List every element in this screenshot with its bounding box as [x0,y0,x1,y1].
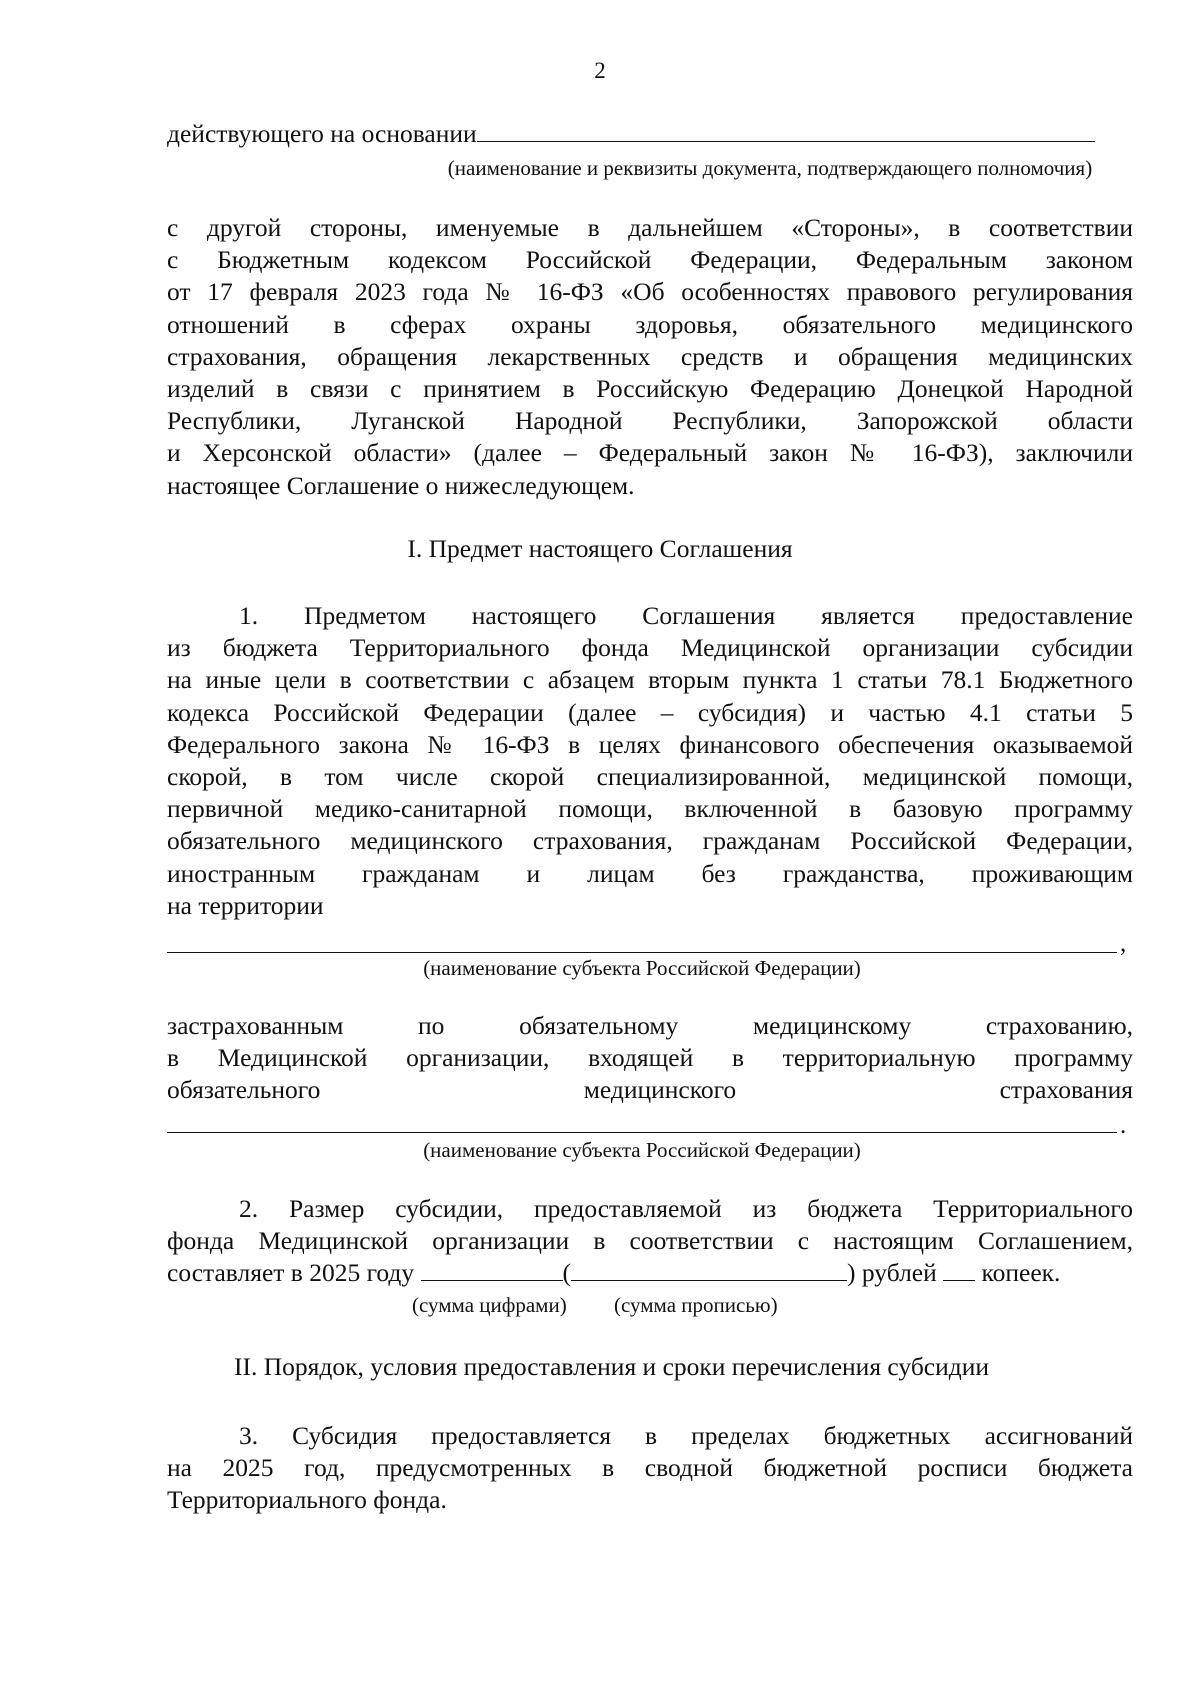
paragraph-1-continued [167,1010,1133,1107]
subject-blank-line-2 [167,1132,1117,1133]
p1-line: иностранным гражданам и лицам без гражданства, проживающим [167,858,1133,888]
p1-line: Федерального закона № 16-ФЗ в целях финансового обеспечения оказываемой [167,729,1133,759]
intro-line [167,118,1133,150]
intro-text: действующего на основании [167,119,477,148]
sum-digits-blank [421,1258,563,1281]
main-line: настоящее Соглашение о нижеследующем. [167,470,635,500]
intro-caption: (наименование и реквизиты документа, подтверждающего полномочия) [447,156,1093,180]
section-1-heading: I. Предмет настоящего Соглашения [407,534,793,563]
p1-line: первичной медико-санитарной помощи, включенной в базовую программу [167,794,1133,824]
p2-last-d: копеек. [981,1258,1061,1288]
p1-line: на иные цели в соответствии с абзацем вторым пункта 1 статьи 78.1 Бюджетного [167,665,1133,695]
section-2-heading: II. Порядок, условия предоставления и сроки перечисления субсидии [234,1352,990,1381]
p1-line: из бюджета Территориального фонда Медицинской организации субсидии [167,633,1133,663]
intro-blank-line [477,119,1095,142]
subject-blank-line-1 [167,952,1117,953]
p2-line: 2. Размер субсидии, предоставляемой из бюджета Территориального [239,1194,1133,1223]
paragraph-2 [167,1193,1133,1290]
p3-line: 3. Субсидия предоставляется в пределах бюджетных ассигнований [239,1421,1133,1450]
p2-line: фонда Медицинской организации в соответствии с настоящим Соглашением, [167,1226,1133,1256]
main-line: изделий в связи с принятием в Российскую Федерацию Донецкой Народной [167,374,1133,404]
main-paragraph [167,212,1133,502]
subject-caption-2: (наименование субъекта Российской Федерации) [423,1138,861,1162]
period-mark: . [1120,1112,1127,1139]
p2-last-line [167,1257,1133,1289]
p1-line: скорой, в том числе скорой специализированной, медицинской помощи, [167,762,1133,792]
p1c-line: в Медицинской организации, входящей в территориальную программу [167,1043,1133,1073]
kopecks-blank [943,1258,975,1281]
subject-caption-1: (наименование субъекта Российской Федерации) [423,956,861,980]
main-line: с другой стороны, именуемые в дальнейшем «Стороны», в соответствии [167,213,1133,242]
p2-last-a: составляет в 2025 году [167,1258,415,1288]
paragraph-3 [167,1420,1133,1517]
p2-last-c: ) рублей [847,1258,937,1288]
p3-line: Территориального фонда. [167,1485,447,1515]
p3-line: на 2025 год, предусмотренных в сводной бюджетной росписи бюджета [167,1453,1133,1483]
p1-line: обязательного медицинского страхования, гражданам Российской Федерации, [167,826,1133,856]
p1c-line: обязательного медицинского страхования [167,1075,1133,1105]
paragraph-1 [167,600,1133,922]
main-line: от 17 февраля 2023 года № 16-ФЗ «Об особенностях правового регулирования [167,277,1133,307]
main-line: Республики, Луганской Народной Республики, Запорожской области [167,406,1133,436]
main-line: страхования, обращения лекарственных средств и обращения медицинских [167,341,1133,371]
sum-words-blank [571,1258,847,1281]
sum-words-caption: (сумма прописью) [614,1293,778,1317]
comma-mark: , [1120,930,1127,957]
page-number: 2 [594,58,606,83]
main-line: отношений в сферах охраны здоровья, обязательного медицинского [167,309,1133,339]
p1-line: 1. Предметом настоящего Соглашения является предоставление [239,601,1133,630]
p1-line: на территории [167,890,324,920]
sum-digits-caption: (сумма цифрами) [412,1293,567,1317]
p1c-line: застрахованным по обязательному медицинскому страхованию, [167,1011,1133,1040]
main-line: и Херсонской области» (далее – Федеральный закон № 16-ФЗ), заключили [167,438,1133,468]
main-line: с Бюджетным кодексом Российской Федерации, Федеральным законом [167,245,1133,275]
p1-line: кодекса Российской Федерации (далее – субсидия) и частью 4.1 статьи 5 [167,697,1133,727]
p2-last-b: ( [562,1258,572,1288]
